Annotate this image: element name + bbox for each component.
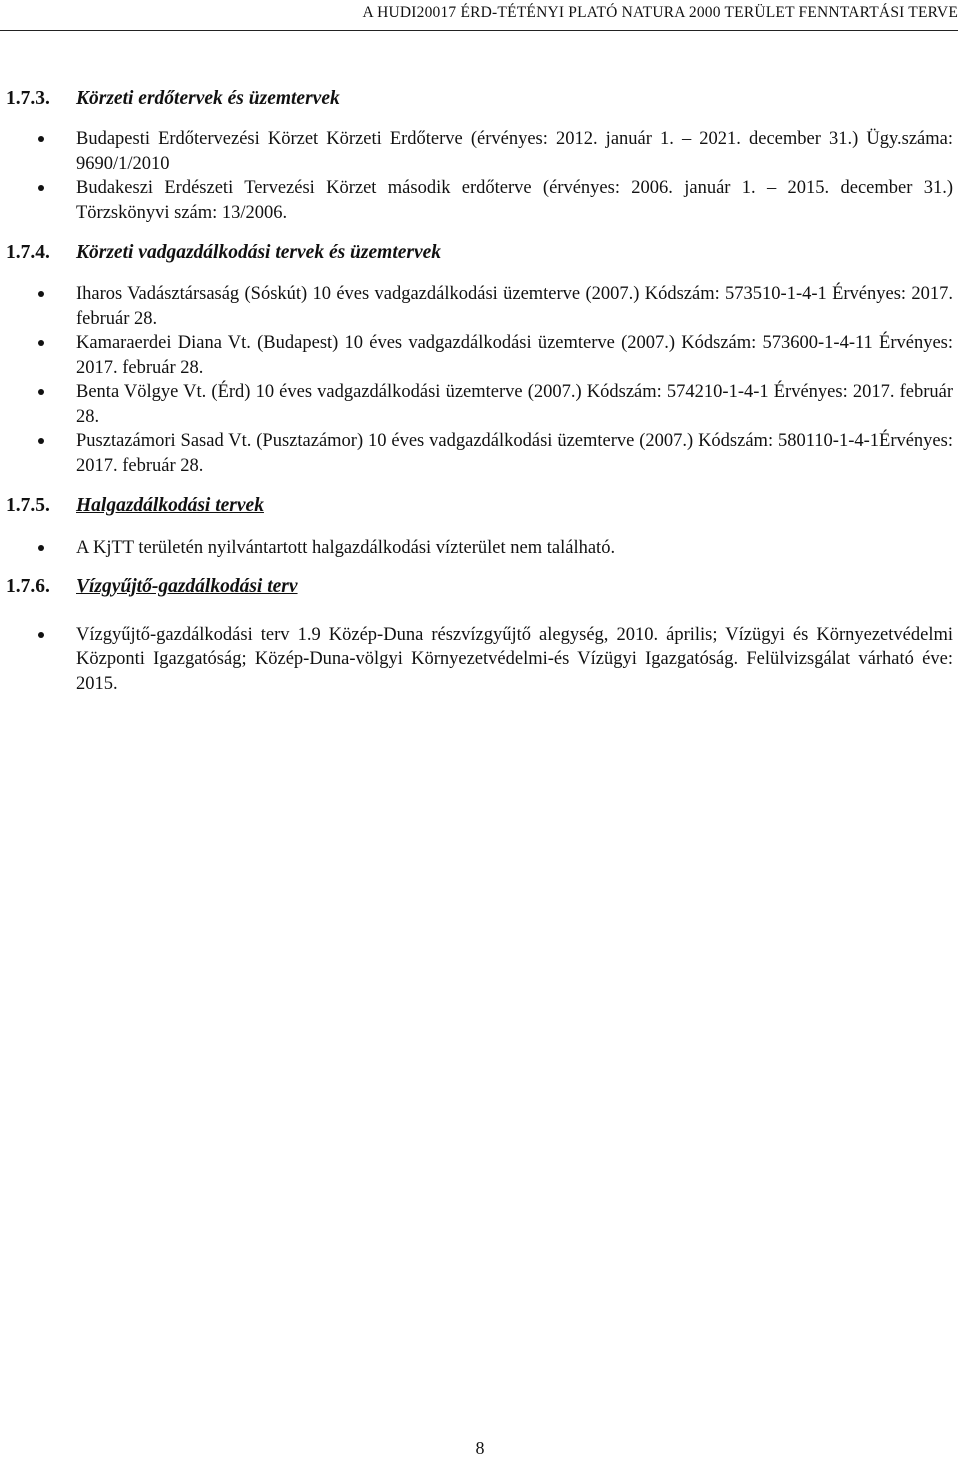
bullet-list bbox=[0, 536, 960, 561]
bullet-list bbox=[0, 282, 960, 478]
section-number: 1.7.4. bbox=[6, 242, 50, 263]
section-heading bbox=[6, 493, 960, 519]
header-rule bbox=[0, 30, 958, 31]
running-header: A HUDI20017 ÉRD-TÉTÉNYI PLATÓ NATURA 2000 TERÜLET FENNTARTÁSI TERVE bbox=[362, 4, 958, 21]
section-title: Vízgyűjtő-gazdálkodási terv bbox=[76, 575, 298, 597]
document-body bbox=[0, 86, 960, 696]
list-item: Iharos Vadásztársaság (Sóskút) 10 éves vadgazdálkodási üzemterve (2007.) Kódszám: 573510-1-4-1 Érvényes: 2017. február 28. bbox=[0, 282, 960, 331]
bullet-list bbox=[0, 127, 960, 225]
list-item: Benta Völgye Vt. (Érd) 10 éves vadgazdálkodási üzemterve (2007.) Kódszám: 574210-1-4-1 Érvényes: 2017. február 28. bbox=[0, 380, 960, 429]
list-item: Kamaraerdei Diana Vt. (Budapest) 10 éves vadgazdálkodási üzemterve (2007.) Kódszám: 573600-1-4-11 Érvényes: 2017. február 28. bbox=[0, 331, 960, 380]
section-heading bbox=[6, 240, 960, 266]
list-item: Vízgyűjtő-gazdálkodási terv 1.9 Közép-Duna részvízgyűjtő alegység, 2010. április; Vízügyi és Környezetvédelmi Központi Igazgatóság; Közép-Duna-völgyi Környezetvédelmi-és Vízügyi Igazgatóság. Felülvizsgálat várható éve: 2015. bbox=[0, 623, 960, 697]
section-1-7-3 bbox=[0, 86, 960, 225]
section-title: Halgazdálkodási tervek bbox=[76, 495, 264, 516]
list-item: Pusztazámori Sasad Vt. (Pusztazámor) 10 éves vadgazdálkodási üzemterve (2007.) Kódszám: 580110-1-4-1Érvényes: 2017. február 28. bbox=[0, 429, 960, 478]
section-1-7-6 bbox=[0, 574, 960, 697]
section-title: Körzeti erdőtervek és üzemtervek bbox=[76, 88, 340, 109]
list-item: A KjTT területén nyilvántartott halgazdálkodási vízterület nem található. bbox=[0, 536, 960, 561]
section-number: 1.7.6. bbox=[6, 575, 50, 597]
list-item: Budapesti Erdőtervezési Körzet Körzeti Erdőterve (érvényes: 2012. január 1. – 2021. december 31.) Ügy.száma: 9690/1/2010 bbox=[0, 127, 960, 176]
section-number: 1.7.5. bbox=[6, 495, 50, 516]
bullet-list bbox=[0, 623, 960, 697]
section-heading bbox=[6, 86, 960, 112]
section-number: 1.7.3. bbox=[6, 88, 50, 109]
section-title: Körzeti vadgazdálkodási tervek és üzemtervek bbox=[76, 242, 442, 263]
section-1-7-5 bbox=[0, 493, 960, 561]
section-heading bbox=[6, 574, 960, 600]
page-number: 8 bbox=[475, 1438, 485, 1458]
section-1-7-4 bbox=[0, 240, 960, 478]
list-item: Budakeszi Erdészeti Tervezési Körzet második erdőterve (érvényes: 2006. január 1. – 2015. december 31.) Törzskönyvi szám: 13/2006. bbox=[0, 176, 960, 225]
